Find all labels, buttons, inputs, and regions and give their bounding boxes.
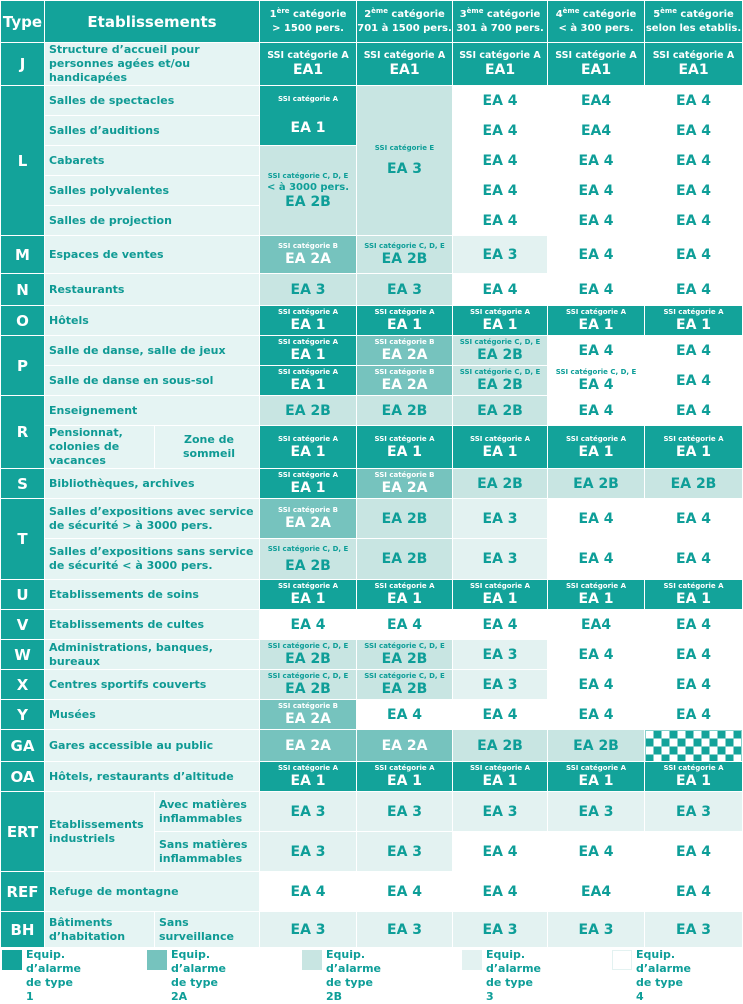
table-row-W [1,640,743,670]
etab-REF: Refuge de montagne [45,872,260,912]
cell-ERTa-3: EA 3 [453,792,548,832]
etab-ERT: Etablissements industriels [45,792,155,872]
cell-T2-4: EA 4 [548,539,645,580]
etab-GA: Gares accessible au public [45,730,260,762]
etab-R1: Enseignement [45,396,260,426]
header-cat2: 2ème catégorie 701 à 1500 pers. [357,1,453,43]
cell-O-1: SSI catégorie A EA 1 [260,306,357,336]
cell-R2-3: SSI catégorie A EA 1 [453,426,548,469]
cell-M-3: EA 3 [453,236,548,274]
cell-OA-5: SSI catégorie A EA 1 [645,762,743,792]
table-row-N [1,274,743,306]
header-cat1: 1ère catégorie > 1500 pers. [260,1,357,43]
header-type: Type [1,1,45,43]
cell-P2-2: SSI catégorie B EA 2A [357,366,453,396]
cell-R1-2: EA 2B [357,396,453,426]
cell-O-5: SSI catégorie A EA 1 [645,306,743,336]
type-REF: REF [1,872,45,912]
type-V: V [1,610,45,640]
cell-R2-2: SSI catégorie A EA 1 [357,426,453,469]
cell-S-5: EA 2B [645,469,743,499]
cell-X-5: EA 4 [645,670,743,700]
cell-P2-4: SSI catégorie C, D, E EA 4 [548,366,645,396]
cell-OA-3: SSI catégorie A EA 1 [453,762,548,792]
type-BH: BH [1,912,45,948]
cell-O-3: SSI catégorie A EA 1 [453,306,548,336]
header-cat5: 5ème catégorie selon les etablis. [645,1,743,43]
legend-label-type1: Equip. d’alarme de type 1 [26,948,82,1003]
etab-R2-zone: Zone de sommeil [155,426,260,469]
etab-O: Hôtels [45,306,260,336]
type-W: W [1,640,45,670]
etab-V: Etablissements de cultes [45,610,260,640]
cell-J-1: SSI catégorie A EA1 [260,43,357,86]
cell-L4-3: EA 4 [453,176,548,206]
legend-swatch-type4 [612,950,632,970]
etab-U: Etablissements de soins [45,580,260,610]
cell-REF-5: EA 4 [645,872,743,912]
table-row-M [1,236,743,274]
table-row-O [1,306,743,336]
etab-T1: Salles d’expositions avec service de sécurité > à 3000 pers. [45,499,260,539]
cell-P2-5: EA 4 [645,366,743,396]
cell-Y-1: SSI catégorie B EA 2A [260,700,357,730]
cell-BH-5: EA 3 [645,912,743,948]
cell-N-1: EA 3 [260,274,357,306]
cell-L2-5: EA 4 [645,116,743,146]
type-T: T [1,499,45,580]
legend-swatch-type2b [302,950,322,970]
etab-W: Administrations, banques, bureaux [45,640,260,670]
cell-V-4: EA4 [548,610,645,640]
cell-GA-2: EA 2A [357,730,453,762]
etab-L5: Salles de projection [45,206,260,236]
cell-ERTb-4: EA 4 [548,832,645,872]
type-S: S [1,469,45,499]
cell-L1-3: EA 4 [453,86,548,116]
cell-L-2: SSI catégorie E EA 3 [357,86,453,236]
type-O: O [1,306,45,336]
etab-X: Centres sportifs couverts [45,670,260,700]
cell-L5-4: EA 4 [548,206,645,236]
etab-ERT-without: Sans matières inflammables [155,832,260,872]
type-L: L [1,86,45,236]
cell-N-3: EA 4 [453,274,548,306]
etab-OA: Hôtels, restaurants d’altitude [45,762,260,792]
cell-S-3: EA 2B [453,469,548,499]
cell-P1-3: SSI catégorie C, D, E EA 2B [453,336,548,366]
cell-OA-1: SSI catégorie A EA 1 [260,762,357,792]
table-row-U [1,580,743,610]
cell-W-2: SSI catégorie C, D, E EA 2B [357,640,453,670]
cell-W-1: SSI catégorie C, D, E EA 2B [260,640,357,670]
cell-M-2: SSI catégorie C, D, E EA 2B [357,236,453,274]
legend [0,947,742,1003]
cell-Y-3: EA 4 [453,700,548,730]
table-row-ERT-a [1,792,743,832]
cell-L3-4: EA 4 [548,146,645,176]
cell-ERTa-4: EA 3 [548,792,645,832]
cell-ERTb-1: EA 3 [260,832,357,872]
table-row-X [1,670,743,700]
cell-P1-2: SSI catégorie B EA 2A [357,336,453,366]
cell-R2-4: SSI catégorie A EA 1 [548,426,645,469]
table-row-P1 [1,336,743,366]
cell-GA-1: EA 2A [260,730,357,762]
cell-V-5: EA 4 [645,610,743,640]
table-row-R2 [1,426,743,469]
header-cat3: 3ème catégorie 301 à 700 pers. [453,1,548,43]
cell-L4-4: EA 4 [548,176,645,206]
table-row-Y [1,700,743,730]
header-row [1,1,743,43]
cell-R2-1: SSI catégorie A EA 1 [260,426,357,469]
cell-S-2: SSI catégorie B EA 2A [357,469,453,499]
cell-L3-5: EA 4 [645,146,743,176]
cell-L-1b: SSI catégorie C, D, E < à 3000 pers. EA 2B [260,146,357,236]
cell-X-2: SSI catégorie C, D, E EA 2B [357,670,453,700]
cell-Y-2: EA 4 [357,700,453,730]
table-row-REF [1,872,743,912]
etab-T2: Salles d’expositions sans service de sécurité < à 3000 pers. [45,539,260,580]
table-row-GA [1,730,743,762]
etab-S: Bibliothèques, archives [45,469,260,499]
cell-N-5: EA 4 [645,274,743,306]
cell-ERTa-2: EA 3 [357,792,453,832]
cell-W-5: EA 4 [645,640,743,670]
cell-U-2: SSI catégorie A EA 1 [357,580,453,610]
table-row-T1 [1,499,743,539]
cell-R1-1: EA 2B [260,396,357,426]
etab-P2: Salle de danse en sous-sol [45,366,260,396]
etab-ERT-with: Avec matières inflammables [155,792,260,832]
etab-BH-sub: Sans surveillance [155,912,260,948]
cell-R1-5: EA 4 [645,396,743,426]
cell-Y-5: EA 4 [645,700,743,730]
table-row-L1 [1,86,743,116]
cell-V-2: EA 4 [357,610,453,640]
cell-GA-4: EA 2B [548,730,645,762]
cell-REF-4: EA4 [548,872,645,912]
cell-O-2: SSI catégorie A EA 1 [357,306,453,336]
etab-Y: Musées [45,700,260,730]
cell-U-4: SSI catégorie A EA 1 [548,580,645,610]
cell-W-4: EA 4 [548,640,645,670]
cell-GA-3: EA 2B [453,730,548,762]
cell-ERTb-2: EA 3 [357,832,453,872]
cell-BH-1: EA 3 [260,912,357,948]
legend-label-type2b: Equip. d’alarme de type 2B [326,948,382,1003]
cell-M-1: SSI catégorie B EA 2A [260,236,357,274]
cell-P2-3: SSI catégorie C, D, E EA 2B [453,366,548,396]
table-row-P2 [1,366,743,396]
cell-L1-5: EA 4 [645,86,743,116]
type-OA: OA [1,762,45,792]
etab-L1: Salles de spectacles [45,86,260,116]
cell-R1-3: EA 2B [453,396,548,426]
cell-T1-5: EA 4 [645,499,743,539]
cell-P2-1: SSI catégorie A EA 1 [260,366,357,396]
legend-swatch-type1 [2,950,22,970]
cell-BH-3: EA 3 [453,912,548,948]
cell-U-5: SSI catégorie A EA 1 [645,580,743,610]
type-GA: GA [1,730,45,762]
cell-L5-5: EA 4 [645,206,743,236]
cell-REF-1: EA 4 [260,872,357,912]
cell-V-1: EA 4 [260,610,357,640]
type-M: M [1,236,45,274]
type-U: U [1,580,45,610]
etab-L4: Salles polyvalentes [45,176,260,206]
cell-N-2: EA 3 [357,274,453,306]
cell-R1-4: EA 4 [548,396,645,426]
cell-O-4: SSI catégorie A EA 1 [548,306,645,336]
cell-R2-5: SSI catégorie A EA 1 [645,426,743,469]
etab-N: Restaurants [45,274,260,306]
cell-W-3: EA 3 [453,640,548,670]
etab-J: Structure d’accueil pour personnes agées et/ou handicapées [45,43,260,86]
legend-label-type2a: Equip. d’alarme de type 2A [171,948,227,1003]
cell-L-1a: SSI catégorie A EA 1 [260,86,357,146]
cell-S-1: SSI catégorie A EA 1 [260,469,357,499]
cell-T1-2: EA 2B [357,499,453,539]
cell-P1-4: EA 4 [548,336,645,366]
cell-J-5: SSI catégorie A EA1 [645,43,743,86]
cell-T2-1: SSI catégorie C, D, E EA 2B [260,539,357,580]
cell-BH-2: EA 3 [357,912,453,948]
cell-T1-3: EA 3 [453,499,548,539]
cell-U-3: SSI catégorie A EA 1 [453,580,548,610]
table-row-OA [1,762,743,792]
cell-P1-1: SSI catégorie A EA 1 [260,336,357,366]
type-R: R [1,396,45,469]
cell-X-4: EA 4 [548,670,645,700]
cell-S-4: EA 2B [548,469,645,499]
cell-BH-4: EA 3 [548,912,645,948]
cell-L1-4: EA4 [548,86,645,116]
cell-OA-4: SSI catégorie A EA 1 [548,762,645,792]
type-N: N [1,274,45,306]
cell-REF-3: EA 4 [453,872,548,912]
cell-T1-1: SSI catégorie B EA 2A [260,499,357,539]
cell-GA-5-checker [645,730,743,762]
cell-X-3: EA 3 [453,670,548,700]
table-row-BH [1,912,743,948]
cell-X-1: SSI catégorie C, D, E EA 2B [260,670,357,700]
cell-M-5: EA 4 [645,236,743,274]
cell-T2-3: EA 3 [453,539,548,580]
cell-ERTa-5: EA 3 [645,792,743,832]
cell-N-4: EA 4 [548,274,645,306]
type-X: X [1,670,45,700]
table-row-S [1,469,743,499]
cell-M-4: EA 4 [548,236,645,274]
table-row-T2 [1,539,743,580]
legend-label-type3: Equip. d’alarme de type 3 [486,948,542,1003]
type-ERT: ERT [1,792,45,872]
cell-J-4: SSI catégorie A EA1 [548,43,645,86]
cell-V-3: EA 4 [453,610,548,640]
cell-Y-4: EA 4 [548,700,645,730]
header-etablissements: Etablissements [45,1,260,43]
legend-swatch-type3 [462,950,482,970]
cell-ERTb-5: EA 4 [645,832,743,872]
cell-L2-4: EA4 [548,116,645,146]
legend-label-type4: Equip. d’alarme de type 4 [636,948,692,1003]
cell-L3-3: EA 4 [453,146,548,176]
cell-U-1: SSI catégorie A EA 1 [260,580,357,610]
cell-OA-2: SSI catégorie A EA 1 [357,762,453,792]
header-cat4: 4ème catégorie < à 300 pers. [548,1,645,43]
etab-P1: Salle de danse, salle de jeux [45,336,260,366]
cell-L2-3: EA 4 [453,116,548,146]
table-row-R1 [1,396,743,426]
type-P: P [1,336,45,396]
cell-T2-5: EA 4 [645,539,743,580]
cell-L5-3: EA 4 [453,206,548,236]
etab-R2: Pensionnat, colonies de vacances [45,426,155,469]
etab-BH: Bâtiments d’habitation [45,912,155,948]
cell-REF-2: EA 4 [357,872,453,912]
cell-J-2: SSI catégorie A EA1 [357,43,453,86]
cell-P1-5: EA 4 [645,336,743,366]
type-J: J [1,43,45,86]
legend-swatch-type2a [147,950,167,970]
table-row-J [1,43,743,86]
cell-T2-2: EA 2B [357,539,453,580]
etab-L2: Salles d’auditions [45,116,260,146]
type-Y: Y [1,700,45,730]
cell-ERTa-1: EA 3 [260,792,357,832]
etab-M: Espaces de ventes [45,236,260,274]
etab-L3: Cabarets [45,146,260,176]
cell-J-3: SSI catégorie A EA1 [453,43,548,86]
cell-ERTb-3: EA 4 [453,832,548,872]
cell-T1-4: EA 4 [548,499,645,539]
table-row-V [1,610,743,640]
cell-L4-5: EA 4 [645,176,743,206]
